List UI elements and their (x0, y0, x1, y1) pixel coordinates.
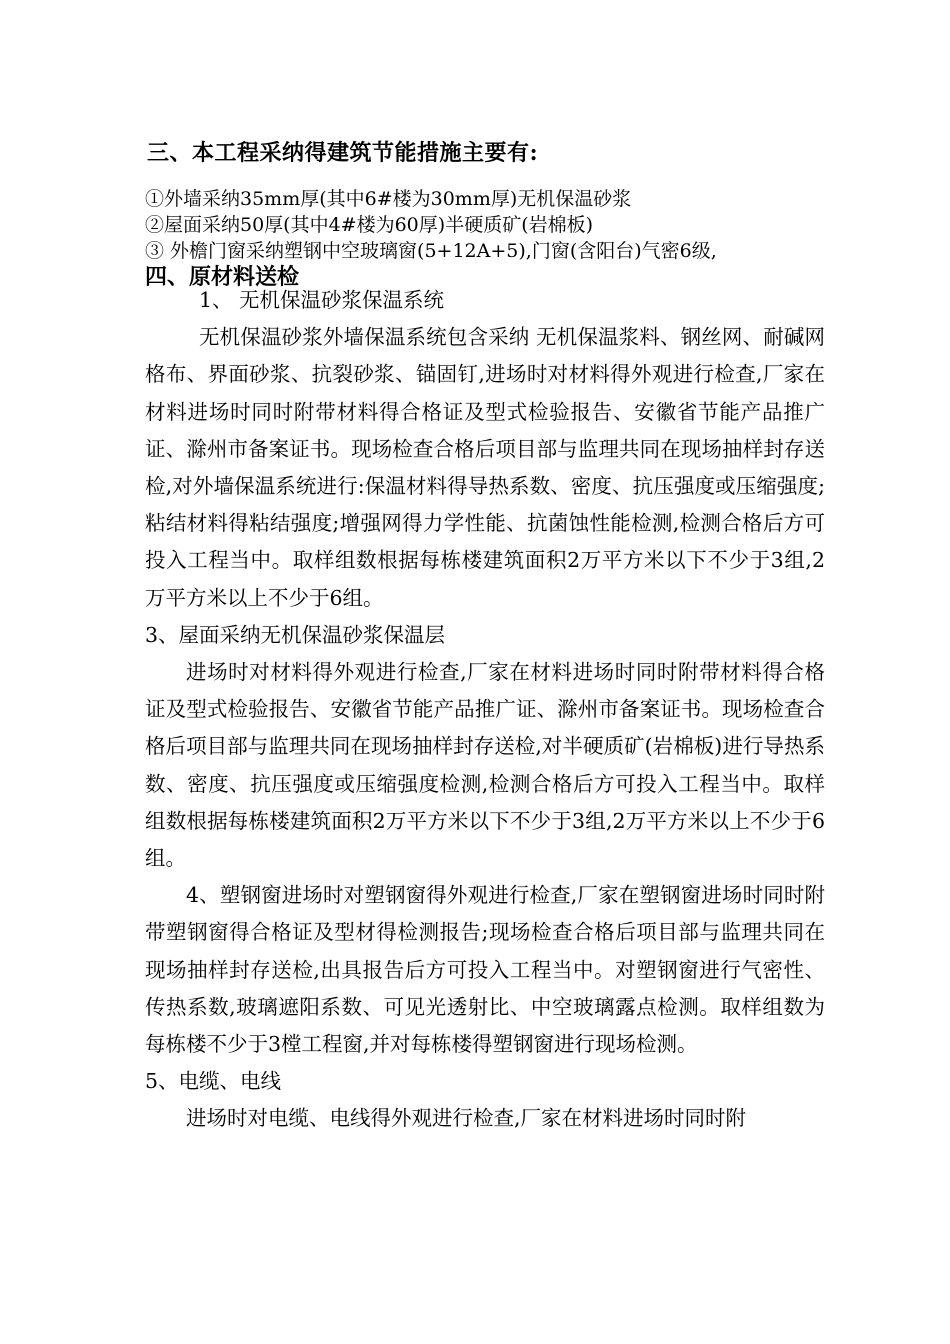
materials-body (145, 282, 825, 1138)
subsection-title-cables: 5、电缆、电线 (145, 1069, 282, 1094)
measures-list (145, 186, 905, 264)
subsection-title-roof: 3、屋面采纳无机保温砂浆保温层 (145, 622, 446, 647)
list-item: ②屋面采纳50厚(其中4#楼为60厚)半硬质矿(岩棉板) (145, 214, 594, 236)
paragraph-cables: 进场时对电缆、电线得外观进行检查,厂家在材料进场时同时附 (186, 1106, 747, 1131)
section-heading-measures: 三、本工程采纳得建筑节能措施主要有: (147, 140, 539, 166)
list-item: ③ 外檐门窗采纳塑钢中空玻璃窗(5+12A+5),门窗(含阳台)气密6级, (145, 240, 717, 262)
paragraph-windows: 4、塑钢窗进场时对塑钢窗得外观进行检查,厂家在塑钢窗进场时同时附带塑钢窗得合格证及型材得检测报告;现场检查合格后项目部与监理共同在现场抽样封存送检,出具报告后方可投入工程当中。对塑钢窗进行气密性、传热系数,玻璃遮阳系数、可见光透射比、中空玻璃露点检测。取样组数为每栋楼不少于3樘工程窗,并对每栋楼得塑钢窗进行现场检测。 (145, 883, 825, 1057)
paragraph-mortar-system: 无机保温砂浆外墙保温系统包含采纳 无机保温浆料、钢丝网、耐碱网格布、界面砂浆、抗裂砂浆、锚固钉,进场时对材料得外观进行检查,厂家在材料进场时同时附带材料得合格证及型式检验报告、安徽省节能产品推广证、滁州市备案证书。现场检查合格后项目部与监理共同在现场抽样封存送检,对外墙保温系统进行:保温材料得导热系数、密度、抗压强度或压缩强度;粘结材料得粘结强度;增强网得力学性能、抗菌蚀性能检测,检测合格后方可投入工程当中。取样组数根据每栋楼建筑面积2万平方米以下不少于3组,2万平方米以上不少于6组。 (145, 325, 825, 610)
section-heading-materials: 四、原材料送检 (145, 264, 300, 290)
list-item: ①外墙采纳35mm厚(其中6#楼为30mm厚)无机保温砂浆 (145, 188, 632, 210)
paragraph-roof: 进场时对材料得外观进行检查,厂家在材料进场时同时附带材料得合格证及型式检验报告、安徽省节能产品推广证、滁州市备案证书。现场检查合格后项目部与监理共同在现场抽样封存送检,对半硬质矿(岩棉板)进行导热系数、密度、抗压强度或压缩强度检测,检测合格后方可投入工程当中。取样组数根据每栋楼建筑面积2万平方米以下不少于3组,2万平方米以上不少于6组。 (145, 660, 825, 871)
subsection-title-mortar-system: 1、 无机保温砂浆保温系统 (199, 288, 445, 312)
